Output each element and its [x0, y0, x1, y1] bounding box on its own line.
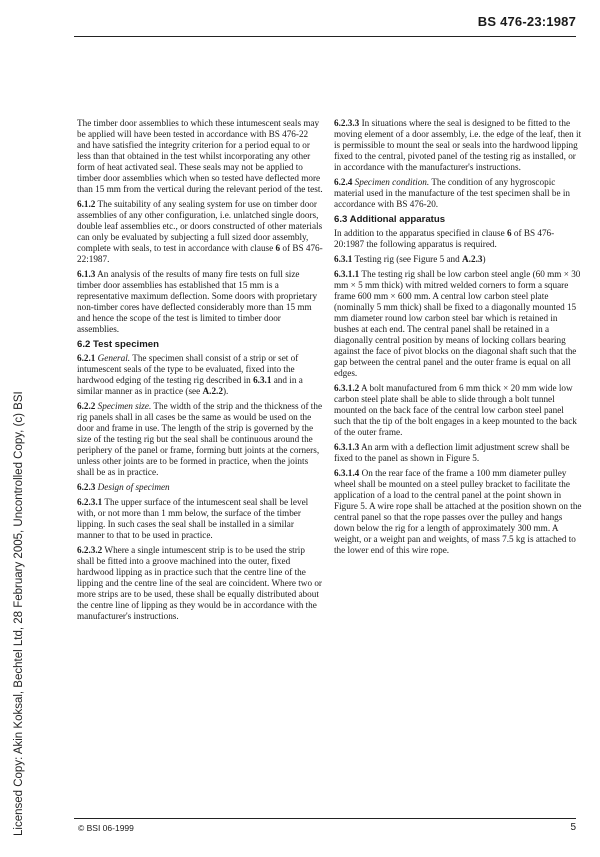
clause-label: General.	[97, 353, 131, 363]
clause-6-2-3	[77, 482, 323, 493]
clause-6-2-1: 6.2.1 General. The specimen shall consist of a strip or set of intumescent seals of the type to be evaluated, fixed into the hardwood edging of the testing rig described in 6.3.1 and in a similar manner as in practice (see A.2.2).	[77, 353, 303, 396]
clause-number: 6.3.1.1	[334, 269, 360, 279]
section-heading-6-3: 6.3 Additional apparatus	[334, 214, 446, 225]
clause-reference: A.2.3	[462, 254, 483, 264]
clause-label: Specimen condition.	[354, 177, 430, 187]
clause-number: 6.2.3.2	[77, 545, 103, 555]
clause-number: 6.3.1	[334, 254, 353, 264]
clause-6-3-1-3: 6.3.1.3 An arm with a deflection limit adjustment screw shall be fixed to the panel as shown in Figure 5.	[334, 442, 570, 463]
clause-number: 6.2.3	[77, 482, 96, 492]
clause-6-3-1: 6.3.1 Testing rig (see Figure 5 and A.2.3)	[334, 254, 486, 264]
clause-6-3-1-2: 6.3.1.2 A bolt manufactured from 6 mm thick × 20 mm wide low carbon steel plate shall be able to slide through a bolt tunnel mounted on the back face of the central low carbon steel panel such that the tip of the bolt engages in a keep mounted to the back of the outer frame.	[334, 383, 577, 437]
clause-number: 6.3.1.4	[334, 468, 360, 478]
license-stamp: Licensed Copy: Akin Koksal, Bechtel Ltd, 28 February 2005, Uncontrolled Copy, (c) BSI	[13, 391, 25, 836]
clause-reference: A.2.2	[202, 386, 223, 396]
header-rule	[74, 36, 576, 37]
document-id: BS 476-23:1987	[477, 14, 576, 29]
clause-number: 6.2.1	[77, 353, 96, 363]
paragraph-intro: The timber door assemblies to which these intumescent seals may be applied will have been tested in accordance with BS 476-22 and have satisfied the integrity criterion for a period equal to or less than that obtained in the test whilst incorporating any other form of heat activated seal. These seals may not be applied to timber door assemblies which when so tested have deflected more than 15 mm from the vertical during the relevant period of the test.	[77, 118, 323, 194]
left-column	[77, 118, 323, 626]
clause-6-2-3-3: 6.2.3.3 In situations where the seal is designed to be fitted to the moving element of a door assembly, i.e. the edge of the leaf, then it is permissible to mount the seal or seals into the hardwood lipping fixed to the central, pivoted panel of the testing rig as installed, or in accordance with the manufacturer's instructions.	[334, 118, 582, 172]
clause-number: 6.3.1.3	[334, 442, 360, 452]
clause-6-3-1-1: 6.3.1.1 The testing rig shall be low carbon steel angle (60 mm × 30 mm × 5 mm thick) with mitred welded corners to form a square frame 600 mm × 600 mm. A central low carbon steel plate (nominally 5 mm thick) shall be fixed to a diagonally mounted 15 mm diameter round low carbon steel bar which is retained in bushes at each end. The central panel shall be retained in a diagonally central position by means of locking collars bearing against the face of pivot blocks on the diagonal shaft such that the gap between the central panel and the outer frame is equal on all edges.	[334, 269, 581, 378]
section-heading-6-2: 6.2 Test specimen	[77, 339, 159, 350]
clause-6-2-3-1: 6.2.3.1 The upper surface of the intumescent seal shall be level with, or not more than 1 mm below, the surface of the timber lipping. In such cases the seal shall be installed in a similar manner to that to be used in practice.	[77, 497, 309, 540]
clause-number: 6.3.1.2	[334, 383, 360, 393]
clause-6-2-4: 6.2.4 Specimen condition. The condition of any hygroscopic material used in the manufacture of the test specimen shall be in accordance with BS 476-20.	[334, 177, 570, 209]
clause-6-1-3: 6.1.3 An analysis of the results of many fire tests on full size timber door assemblies has established that 15 mm is a representative maximum deflection. Some doors with proprietary non-timber cores have deflected considerably more than 15 mm and hence the scope of the test is limited to timber door assemblies.	[77, 269, 318, 334]
clause-number: 6.2.2	[77, 401, 96, 411]
clause-reference: 6.3.1	[253, 375, 272, 385]
clause-6-1-2: 6.1.2 The suitability of any sealing system for use on timber door assemblies of any other configuration, i.e. unlatched single doors, double leaf assemblies etc., or doors constructed of other materials can only be evaluated by subjecting a full sized door assembly, complete with seals, to test in accordance with clause 6 of BS 476-22:1987.	[77, 199, 323, 264]
clause-6-3-intro: In addition to the apparatus specified in clause 6 of BS 476-20:1987 the following apparatus is required.	[334, 228, 555, 249]
footer-rule	[74, 818, 576, 819]
clause-label: Specimen size.	[97, 401, 152, 411]
clause-number: 6.2.3.3	[334, 118, 360, 128]
page-number: 5	[570, 822, 576, 833]
clause-6-2-2: 6.2.2 Specimen size. The width of the strip and the thickness of the rig panels shall in all cases be the same as would be used on the door and frame in use. The length of the strip is governed by the size of the testing rig but the seal shall be continuous around the periphery of the panel or frame, forming butt joints at the corners, unless other joints are to be formed in practice, when the joints shall be as in practice.	[77, 401, 323, 477]
clause-label: Design of specimen	[97, 482, 170, 492]
clause-number: 6.1.3	[77, 269, 96, 279]
clause-number: 6.2.3.1	[77, 497, 103, 507]
right-column	[334, 118, 582, 560]
clause-reference: 6	[506, 228, 512, 238]
clause-6-2-3-2: 6.2.3.2 Where a single intumescent strip is to be used the strip shall be fitted into a groove machined into the outer, fixed hardwood lipping as in practice such that the centre line of the lipping and the centre line of the seal are coincident. Where two or more strips are to be used, these shall be equally distributed about the centre line of lipping as they would be in accordance with the manufacturer's instructions.	[77, 545, 322, 621]
clause-reference: 6	[275, 243, 281, 253]
clause-number: 6.2.4	[334, 177, 353, 187]
copyright-notice: © BSI 06-1999	[78, 823, 134, 833]
clause-6-3-1-4: 6.3.1.4 On the rear face of the frame a 100 mm diameter pulley wheel shall be mounted on a steel pulley bracket to facilitate the application of a load to the central panel at the point shown in Figure 5. A wire rope shall be attached at the position shown on the central panel so that the rope passes over the pulley and hangs down below the rig for a length of approximately 300 mm. A weight, or a weight pan and weights, of mass 7.5 kg is attached to the lower end of this wire rope.	[334, 468, 582, 555]
clause-number: 6.1.2	[77, 199, 96, 209]
